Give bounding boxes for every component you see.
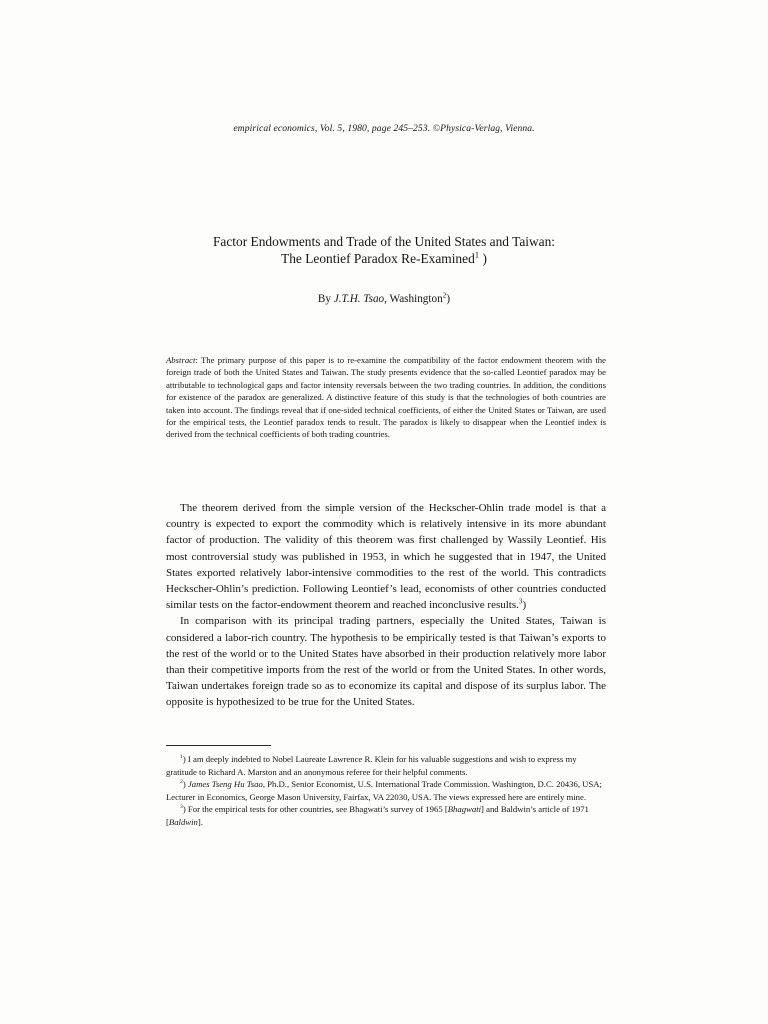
body-text [166, 500, 606, 711]
body-footnote-mark-3: 3 [518, 597, 523, 606]
body-paragraph-2: In comparison with its principal trading partners, especially the United States, Taiwan is considered a labor-rich country. The hypothesis to be empirically tested is that Taiwan’s exports to the rest of the world or to the United States have absorbed in their production relatively more labor than their competitive imports from the rest of the world or from the United States. In other words, Taiwan undertakes foreign trade so as to economize its capital and dispose of its surplus labor. The opposite is hypothesized to be true for the United States. [166, 615, 606, 709]
journal-citation-header: empirical economics, Vol. 5, 1980, page 245–253. ©Physica-Verlag, Vienna. [233, 123, 535, 134]
author-location: , Washington [384, 293, 443, 305]
footnote-2-text: , Ph.D., Senior Economist, U.S. International Trade Commission. Washington, D.C. 20436, USA; Lecturer in Economics, George Mason University, Fairfax, VA 22030, USA. The views expressed here are entirely mine. [166, 779, 602, 802]
author-name: J.T.H. Tsao [333, 293, 385, 305]
footnote-divider [166, 745, 271, 746]
body-footnote-close-3: ) [522, 599, 527, 612]
footnotes [166, 753, 606, 829]
footnote-3-text-1: ) For the empirical tests for other countries, see Bhagwati’s survey of 1965 [ [182, 804, 448, 815]
paper-title [0, 233, 768, 267]
title-line-1: Factor Endowments and Trade of the United States and Taiwan: [212, 234, 556, 249]
byline-prefix: By [317, 293, 334, 305]
byline-footnote-close: ) [446, 293, 451, 305]
body-paragraph-1 [166, 500, 606, 613]
footnote-2-mark: 2 [180, 779, 183, 786]
title-line-2-text: The Leontief Paradox Re-Examined [281, 251, 475, 266]
footnote-2 [166, 778, 606, 803]
footnote-3-mark: 3 [180, 804, 183, 811]
footnote-3-text-3: ]. [197, 816, 203, 827]
abstract-label: Abstract [166, 355, 196, 365]
footnote-3-text-2: ] and Baldwin’s article of 1971 [ [166, 804, 589, 827]
body-paragraph-1-text: The theorem derived from the simple version of the Heckscher-Ohlin trade model is that a country is expected to export the commodity which is relatively intensive in its more abundant factor of production. The validity of this theorem was first challenged by Wassily Leontief. His most controversial study was published in 1953, in which he suggested that in 1947, the United States exported relatively labor-intensive commodities to the rest of the world. This contradicts Heckscher-Ohlin’s prediction. Following Leontief’s lead, economists of other countries conducted similar tests on the factor-endowment theorem and reached inconclusive results. [166, 502, 606, 612]
abstract-text: : The primary purpose of this paper is to re-examine the compatibility of the factor endowment theorem with the foreign trade of both the United States and Taiwan. The study presents evidence that the so-called Leontief paradox may be attributable to technological gaps and factor intensity reversals between the two trading countries. In addition, the conditions for existence of the paradox are generalized. A distinctive feature of this study is that the technologies of both countries are taken into account. The findings reveal that if one-sided technical coefficients, of either the United States or Taiwan, are used for the empirical tests, the Leontief paradox tends to result. The paradox is likely to disappear when the Leontief index is derived from the technical coefficients of both trading countries. [166, 355, 606, 440]
footnote-1-mark: 1 [180, 754, 183, 761]
footnote-3-ref-bhagwati: Bhagwati [447, 804, 482, 815]
footnote-3 [166, 803, 606, 828]
footnote-2-open: ) [182, 779, 188, 790]
footnote-1-text: ) I am deeply indebted to Nobel Laureate Lawrence R. Klein for his valuable suggestions and wish to express my gratitude to Richard A. Marston and an anonymous referee for their helpful comments. [166, 754, 577, 777]
title-footnote-mark: 1 [474, 249, 480, 260]
author-byline [0, 293, 768, 305]
footnote-1 [166, 753, 606, 778]
abstract [166, 354, 606, 441]
footnote-2-name: James Tseng Hu Tsao [187, 779, 263, 790]
footnote-3-ref-baldwin: Baldwin [168, 816, 198, 827]
title-line-2 [0, 250, 768, 267]
title-footnote-close: ) [479, 251, 487, 266]
byline-footnote-mark: 2 [442, 291, 447, 300]
